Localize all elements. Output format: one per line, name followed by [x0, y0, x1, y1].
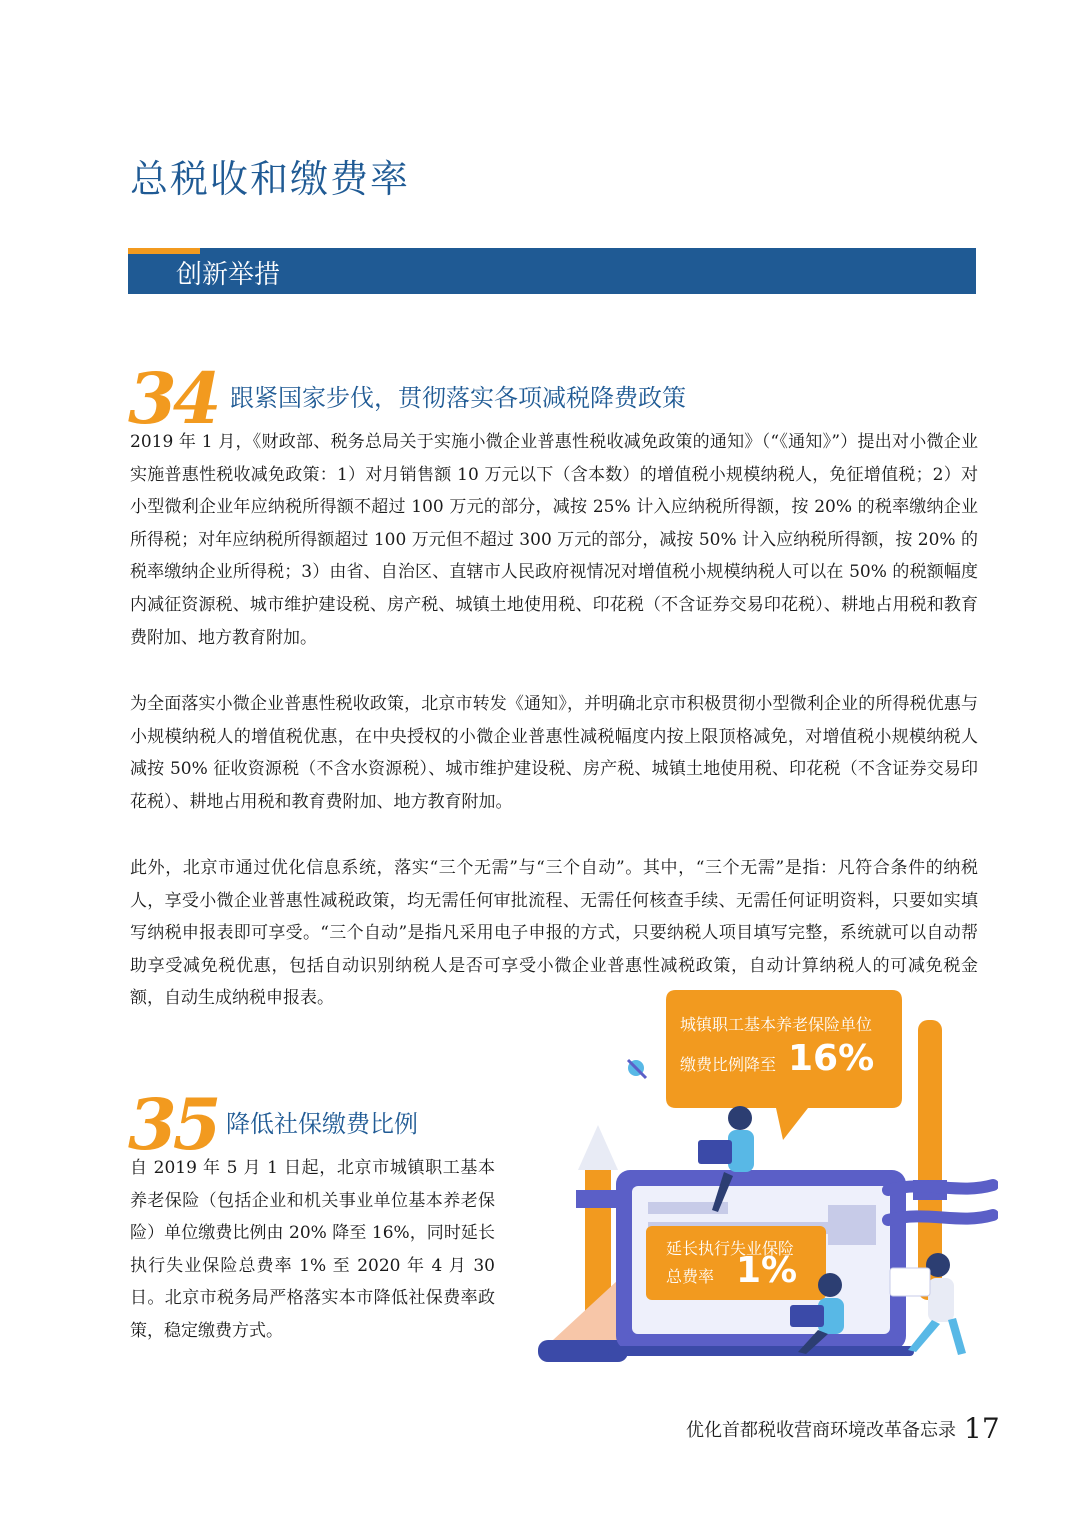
illustration-graphic: [528, 980, 998, 1370]
item34-paragraph-1: 2019 年 1 月，《财政部、税务总局关于实施小微企业普惠性税收减免政策的通知》（“《通知》”）提出对小微企业实施普惠性税收减免政策：1）对月销售额 10 万元以下（含本数）的增值税小规模纳税人，免征增值税；2）对小型微利企业年应纳税所得额不超过 100 万元的部分，减按 25% 计入应纳税所得额，按 20% 的税率缴纳企业所得税；对年应纳税所得额超过 100 万元但不超过 300 万元的部分，减按 50% 计入应纳税所得额，按 20% 的税率缴纳企业所得税；3）由省、自治区、直辖市人民政府视情况对增值税小规模纳税人可以在 50% 的税额幅度内减征资源税、城市维护建设税、房产税、城镇土地使用税、印花税（不含证券交易印花税）、耕地占用税和教育费附加、地方教育附加。: [130, 432, 978, 648]
page-number: 17: [964, 1412, 1000, 1445]
bubble1-line1: 城镇职工基本养老保险单位: [680, 1015, 873, 1034]
item-number-34: 34: [128, 357, 218, 440]
footer-title: 优化首都税收营商环境改革备忘录: [686, 1420, 956, 1441]
item-title-34: 跟紧国家步伐，贯彻落实各项减税降费政策: [230, 384, 686, 412]
item34-paragraph-2: 为全面落实小微企业普惠性税收政策，北京市转发《通知》，并明确北京市积极贯彻小型微利企业的所得税优惠与小规模纳税人的增值税优惠，在中央授权的小微企业普惠性减税幅度内按上限顶格减免，对增值税小规模纳税人减按 50% 征收资源税（不含水资源税）、城市维护建设税、房产税、城镇土地使用税、印花税（不含证券交易印花税）、耕地占用税和教育费附加、地方教育附加。: [130, 694, 978, 812]
bubble2-value: 1%: [736, 1250, 798, 1291]
illustration: [528, 980, 998, 1370]
item34-paragraph-3: 此外，北京市通过优化信息系统，落实“三个无需”与“三个自动”。其中，“三个无需”是指：凡符合条件的纳税人，享受小微企业普惠性减税政策，均无需任何审批流程、无需任何核查手续、无需任何证明资料，只要如实填写纳税申报表即可享受。“三个自动”是指凡采用电子申报的方式，只要纳税人项目填写完整，系统就可以自动帮助享受减免税优惠，包括自动识别纳税人是否可享受小微企业普惠性减税政策，自动计算纳税人的可减免税金额，自动生成纳税申报表。: [130, 858, 978, 1009]
bubble2-line1: 延长执行失业保险: [666, 1239, 795, 1258]
bubble1-line2: 缴费比例降至: [680, 1055, 777, 1074]
bubble1-value: 16%: [788, 1038, 875, 1079]
bubble2-line2: 总费率: [666, 1267, 715, 1286]
item-number-35: 35: [128, 1083, 218, 1166]
section-header: [128, 248, 976, 294]
page-title: 总税收和缴费率: [130, 157, 411, 201]
item-title-35: 降低社保缴费比例: [226, 1110, 418, 1138]
section-label: 创新举措: [176, 260, 281, 290]
footer: [686, 1412, 1000, 1445]
item35-paragraph: 自 2019 年 5 月 1 日起，北京市城镇职工基本养老保险（包括企业和机关事业单位基本养老保险）单位缴费比例由 20% 降至 16%，同时延长执行失业保险总费率 1% 至 2020 年 4 月 30 日。北京市税务局严格落实本市降低社保费率政策，稳定缴费方式。: [130, 1158, 495, 1341]
